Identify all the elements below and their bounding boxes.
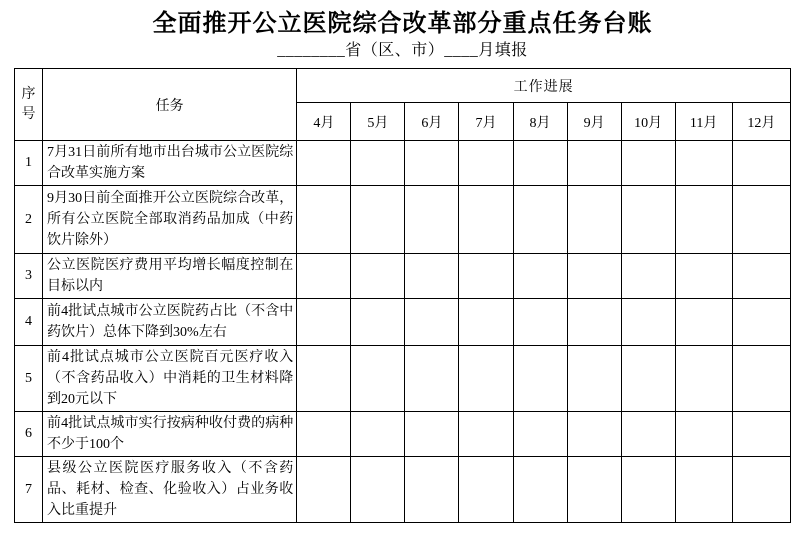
page-title: 全面推开公立医院综合改革部分重点任务台账 [152,11,653,37]
document-page [0,9,805,523]
progress-cell [405,186,459,254]
progress-cell [621,254,675,299]
progress-cell [732,412,790,457]
progress-cell [405,346,459,412]
row-number: 4 [15,299,43,346]
progress-cell [621,457,675,523]
column-header-task: 任务 [43,69,297,141]
progress-cell [732,299,790,346]
progress-cell [675,254,732,299]
progress-cell [567,141,621,186]
progress-cell [297,412,351,457]
progress-cell [459,141,513,186]
progress-cell [297,457,351,523]
task-text: 公立医院医疗费用平均增长幅度控制在目标以内 [43,254,297,299]
progress-cell [405,299,459,346]
progress-cell [351,346,405,412]
progress-cell [459,457,513,523]
progress-cell [732,346,790,412]
progress-cell [351,141,405,186]
task-row [15,141,791,186]
progress-cell [297,299,351,346]
task-row [15,186,791,254]
column-header-month-10: 10月 [621,103,675,141]
progress-cell [513,412,567,457]
progress-cell [567,412,621,457]
progress-cell [405,457,459,523]
column-header-month-5: 5月 [351,103,405,141]
progress-cell [675,299,732,346]
progress-cell [459,412,513,457]
column-header-month-4: 4月 [297,103,351,141]
progress-cell [459,299,513,346]
progress-cell [297,346,351,412]
progress-cell [351,186,405,254]
progress-cell [297,141,351,186]
progress-cell [621,186,675,254]
progress-cell [405,412,459,457]
progress-cell [405,254,459,299]
progress-cell [567,299,621,346]
progress-cell [567,254,621,299]
task-text: 7月31日前所有地市出台城市公立医院综合改革实施方案 [43,141,297,186]
task-text: 县级公立医院医疗服务收入（不含药品、耗材、检查、化验收入）占业务收入比重提升 [43,457,297,523]
column-header-month-7: 7月 [459,103,513,141]
table-body [15,141,791,523]
progress-cell [732,457,790,523]
task-text: 9月30日前全面推开公立医院综合改革，所有公立医院全部取消药品加成（中药饮片除外） [43,186,297,254]
progress-cell [351,412,405,457]
row-number: 6 [15,412,43,457]
progress-cell [297,186,351,254]
column-header-month-12: 12月 [732,103,790,141]
progress-cell [675,457,732,523]
progress-cell [621,299,675,346]
progress-cell [351,254,405,299]
progress-cell [675,412,732,457]
row-number: 7 [15,457,43,523]
row-number: 3 [15,254,43,299]
column-header-month-9: 9月 [567,103,621,141]
task-row [15,457,791,523]
progress-cell [513,141,567,186]
progress-cell [513,186,567,254]
progress-cell [621,141,675,186]
progress-cell [732,186,790,254]
row-number: 5 [15,346,43,412]
task-row [15,412,791,457]
progress-cell [405,141,459,186]
progress-cell [675,346,732,412]
progress-cell [459,254,513,299]
page-subtitle: ________省（区、市）____月填报 [277,42,528,59]
progress-cell [513,254,567,299]
task-row [15,299,791,346]
progress-cell [513,457,567,523]
column-header-seq: 序号 [15,69,43,141]
task-text: 前4批试点城市公立医院百元医疗收入（不含药品收入）中消耗的卫生材料降到20元以下 [43,346,297,412]
header-row-top [15,69,791,103]
progress-cell [567,186,621,254]
progress-cell [621,412,675,457]
table-header [15,69,791,141]
column-header-month-6: 6月 [405,103,459,141]
task-ledger-table [14,68,791,523]
progress-cell [459,186,513,254]
progress-cell [567,346,621,412]
progress-cell [567,457,621,523]
progress-cell [732,254,790,299]
progress-cell [675,186,732,254]
progress-cell [459,346,513,412]
progress-cell [732,141,790,186]
task-text: 前4批试点城市实行按病种收付费的病种不少于100个 [43,412,297,457]
row-number: 1 [15,141,43,186]
progress-cell [351,457,405,523]
progress-cell [351,299,405,346]
column-header-progress: 工作进展 [297,69,791,103]
task-row [15,346,791,412]
progress-cell [675,141,732,186]
row-number: 2 [15,186,43,254]
progress-cell [513,299,567,346]
task-text: 前4批试点城市公立医院药占比（不含中药饮片）总体下降到30%左右 [43,299,297,346]
column-header-month-11: 11月 [675,103,732,141]
column-header-month-8: 8月 [513,103,567,141]
progress-cell [297,254,351,299]
progress-cell [621,346,675,412]
task-row [15,254,791,299]
progress-cell [513,346,567,412]
